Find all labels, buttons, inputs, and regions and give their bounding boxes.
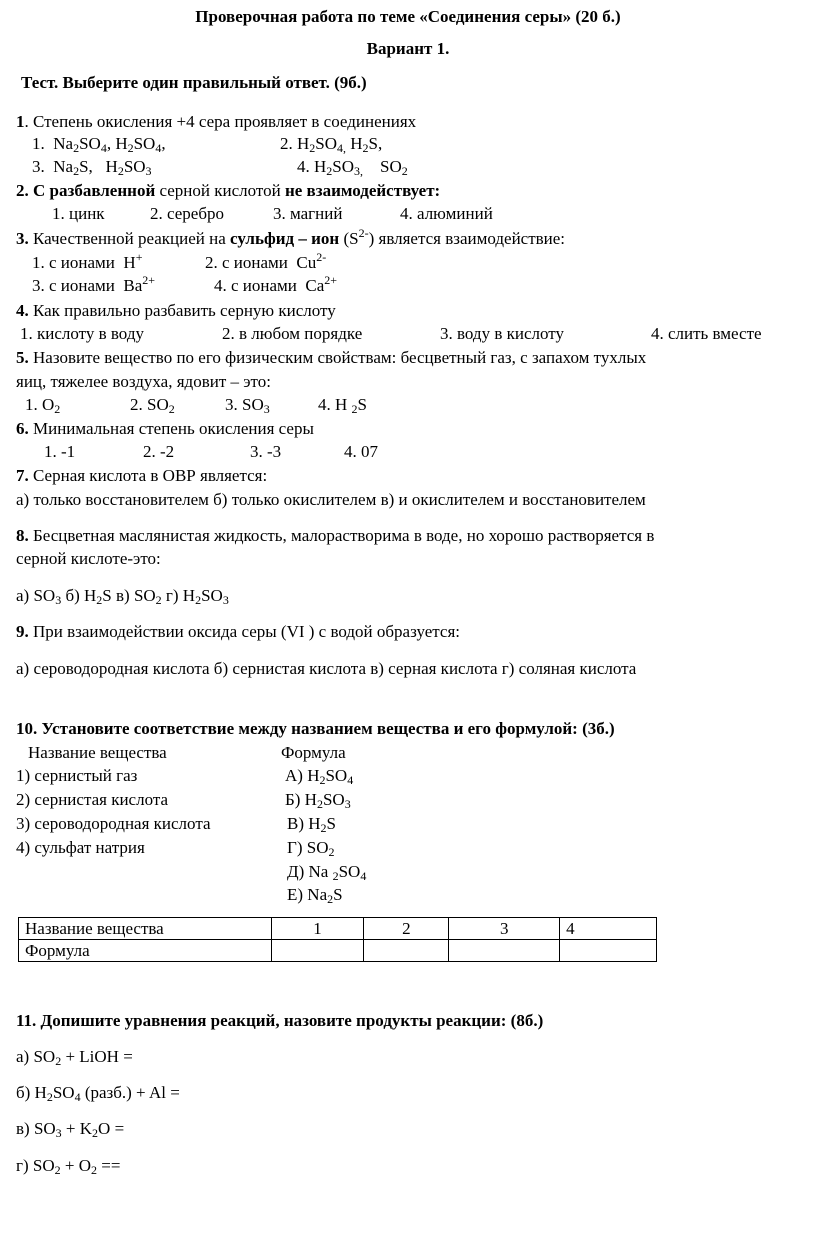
table-row (19, 918, 657, 940)
option-text: 3. с ионами (32, 276, 115, 295)
question-number: 3. (16, 229, 29, 248)
question-number: 1 (16, 112, 25, 131)
q1-option-1: 1. $Na_2SO_4$, $H_2SO_4$, (32, 134, 166, 155)
question-number: 2. (16, 181, 29, 200)
q2-option-2: 2. серебро (150, 204, 224, 223)
q10-formula-e: Д) Na $_2SO_4$ (287, 862, 367, 883)
question-text-bold: сульфид – ион (230, 229, 340, 248)
question-text: Как правильно разбавить серную кислоту (28, 301, 336, 320)
q6-option-2: 2. -2 (143, 442, 175, 461)
question-9 (16, 621, 460, 643)
q11-equation-d: г) $SO_2 + O_2$ == (16, 1156, 121, 1177)
q11-equation-a: а) $SO_2$ + LiOH = (16, 1047, 133, 1068)
q3-option-2: 2. с ионами $Cu^{2-}$ (205, 250, 327, 272)
q8-answers: а) $SO_3$ б) $H_2S$ в) $SO_2$ г) $H_2SO_3$ (16, 586, 229, 607)
question-number: 8. (16, 526, 29, 545)
q2-option-4: 4. алюминий (400, 204, 493, 223)
question-2 (16, 180, 440, 202)
q2-option-1: 1. цинк (52, 204, 105, 223)
q3-option-4: 4. с ионами $Ca^{2+}$ (214, 273, 338, 295)
question-text: При взаимодействии оксида серы (VI ) с водой образуется: (28, 622, 460, 641)
answer-table (18, 917, 657, 962)
q4-option-1: 1. кислоту в воду (20, 324, 144, 343)
question-11-header: 11. Допишите уравнения реакций, назовите продукты реакции: (8б.) (16, 1011, 544, 1030)
question-5-cont: яиц, тяжелее воздуха, ядовит – это: (16, 372, 271, 391)
q7-answers: а) только восстановителем б) только окислителем в) и окислителем и восстановителем (16, 490, 646, 509)
question-text: Качественной реакцией на (28, 229, 231, 248)
q10-col-name: Название вещества (28, 743, 167, 762)
table-label-formula: Формула (19, 940, 272, 962)
q10-name-4: 4) сульфат натрия (16, 838, 145, 857)
question-text: Бесцветная маслянистая жидкость, малорастворима в воде, но хорошо растворяется в (28, 526, 655, 545)
table-cell-formula-3[interactable] (449, 940, 560, 962)
table-col-3: 3 (449, 918, 560, 940)
question-text: Минимальная степень окисления серы (28, 419, 314, 438)
variant-label: Вариант 1. (366, 39, 450, 58)
question-number: 9. (16, 622, 29, 641)
q4-option-4: 4. слить вместе (651, 324, 762, 343)
option-text: 4. с ионами (214, 276, 297, 295)
question-text: . Степень окисления +4 сера проявляет в соединениях (24, 112, 417, 131)
q10-formula-d: Г) $SO_2$ (287, 838, 335, 859)
q3-option-3: 3. с ионами $Ba^{2+}$ (32, 273, 156, 295)
q1-option-2: 2. $H_2SO_{4,}$ $H_2S$, (280, 134, 383, 155)
question-text: Назовите вещество по его физическим свойствам: бесцветный газ, с запахом тухлых (28, 348, 647, 367)
table-cell-formula-4[interactable] (560, 940, 657, 962)
q9-answers: а) сероводородная кислота б) сернистая кислота в) серная кислота г) соляная кислота (16, 659, 637, 678)
question-8-cont: серной кислоте-это: (16, 549, 161, 568)
question-number: 4. (16, 301, 29, 320)
q10-col-formula: Формула (281, 743, 346, 762)
question-5 (16, 347, 646, 369)
table-label-name: Название вещества (19, 918, 272, 940)
q10-formula-a: А) $H_2SO_4$ (285, 766, 354, 787)
question-number: 7. (16, 466, 29, 485)
test-header: Тест. Выберите один правильный ответ. (9б.) (21, 73, 367, 92)
table-row (19, 940, 657, 962)
table-col-2: 2 (364, 918, 449, 940)
question-text-bold: С разбавленной (28, 181, 156, 200)
q5-option-1: 1. $O_2$ (25, 395, 61, 416)
q2-option-3: 3. магний (273, 204, 343, 223)
q11-equation-c: в) $SO_3 + K_2O$ = (16, 1119, 125, 1140)
question-10-header: 10. Установите соответствие между названием вещества и его формулой: (3б.) (16, 719, 615, 738)
q5-option-2: 2. $SO_2$ (130, 395, 175, 416)
question-number: 5. (16, 348, 29, 367)
q6-option-3: 3. -3 (250, 442, 282, 461)
table-col-4: 4 (560, 918, 657, 940)
table-cell-formula-2[interactable] (364, 940, 449, 962)
q5-option-3: 3. $SO_3$ (225, 395, 270, 416)
q4-option-2: 2. в любом порядке (222, 324, 363, 343)
q10-name-2: 2) сернистая кислота (16, 790, 169, 809)
option-text: 1. с ионами (32, 253, 115, 272)
question-8 (16, 525, 654, 547)
q6-option-1: 1. -1 (44, 442, 76, 461)
q5-option-4: 4. H $_2$S (318, 395, 367, 416)
question-6 (16, 418, 314, 440)
question-number: 6. (16, 419, 29, 438)
q1-option-4: 4. $H_2SO_{3,}$ $SO_2$ (297, 157, 408, 178)
table-col-1: 1 (271, 918, 364, 940)
question-1 (16, 111, 416, 133)
question-text-bold: не взаимодействует: (284, 181, 441, 200)
q3-option-1: 1. с ионами H+ (32, 250, 143, 272)
q6-option-4: 4. 07 (344, 442, 378, 461)
q10-formula-b: Б) $H_2SO_3$ (285, 790, 351, 811)
question-7 (16, 465, 267, 487)
q1-option-3: 3. $Na_2S$, $H_2SO_3$ (32, 157, 152, 178)
question-3: 3. Качественной реакцией на сульфид – ион $(S^{2-})$ является взаимодействие: (16, 226, 566, 248)
question-text: серной кислотой (155, 181, 285, 200)
question-text: является взаимодействие: (378, 229, 566, 248)
option-text: 2. с ионами (205, 253, 288, 272)
question-text: Серная кислота в ОВР является: (28, 466, 268, 485)
q10-name-3: 3) сероводородная кислота (16, 814, 211, 833)
q10-formula-f: Е) $Na_2S$ (287, 885, 343, 906)
question-4 (16, 300, 336, 322)
q11-equation-b: б) $H_2SO_4$ (разб.) + Al = (16, 1083, 180, 1104)
page-title: Проверочная работа по теме «Соединения серы» (20 б.) (195, 7, 621, 26)
q10-name-1: 1) сернистый газ (16, 766, 138, 785)
q4-option-3: 3. воду в кислоту (440, 324, 564, 343)
table-cell-formula-1[interactable] (271, 940, 364, 962)
q10-formula-c: В) $H_2S$ (287, 814, 336, 835)
